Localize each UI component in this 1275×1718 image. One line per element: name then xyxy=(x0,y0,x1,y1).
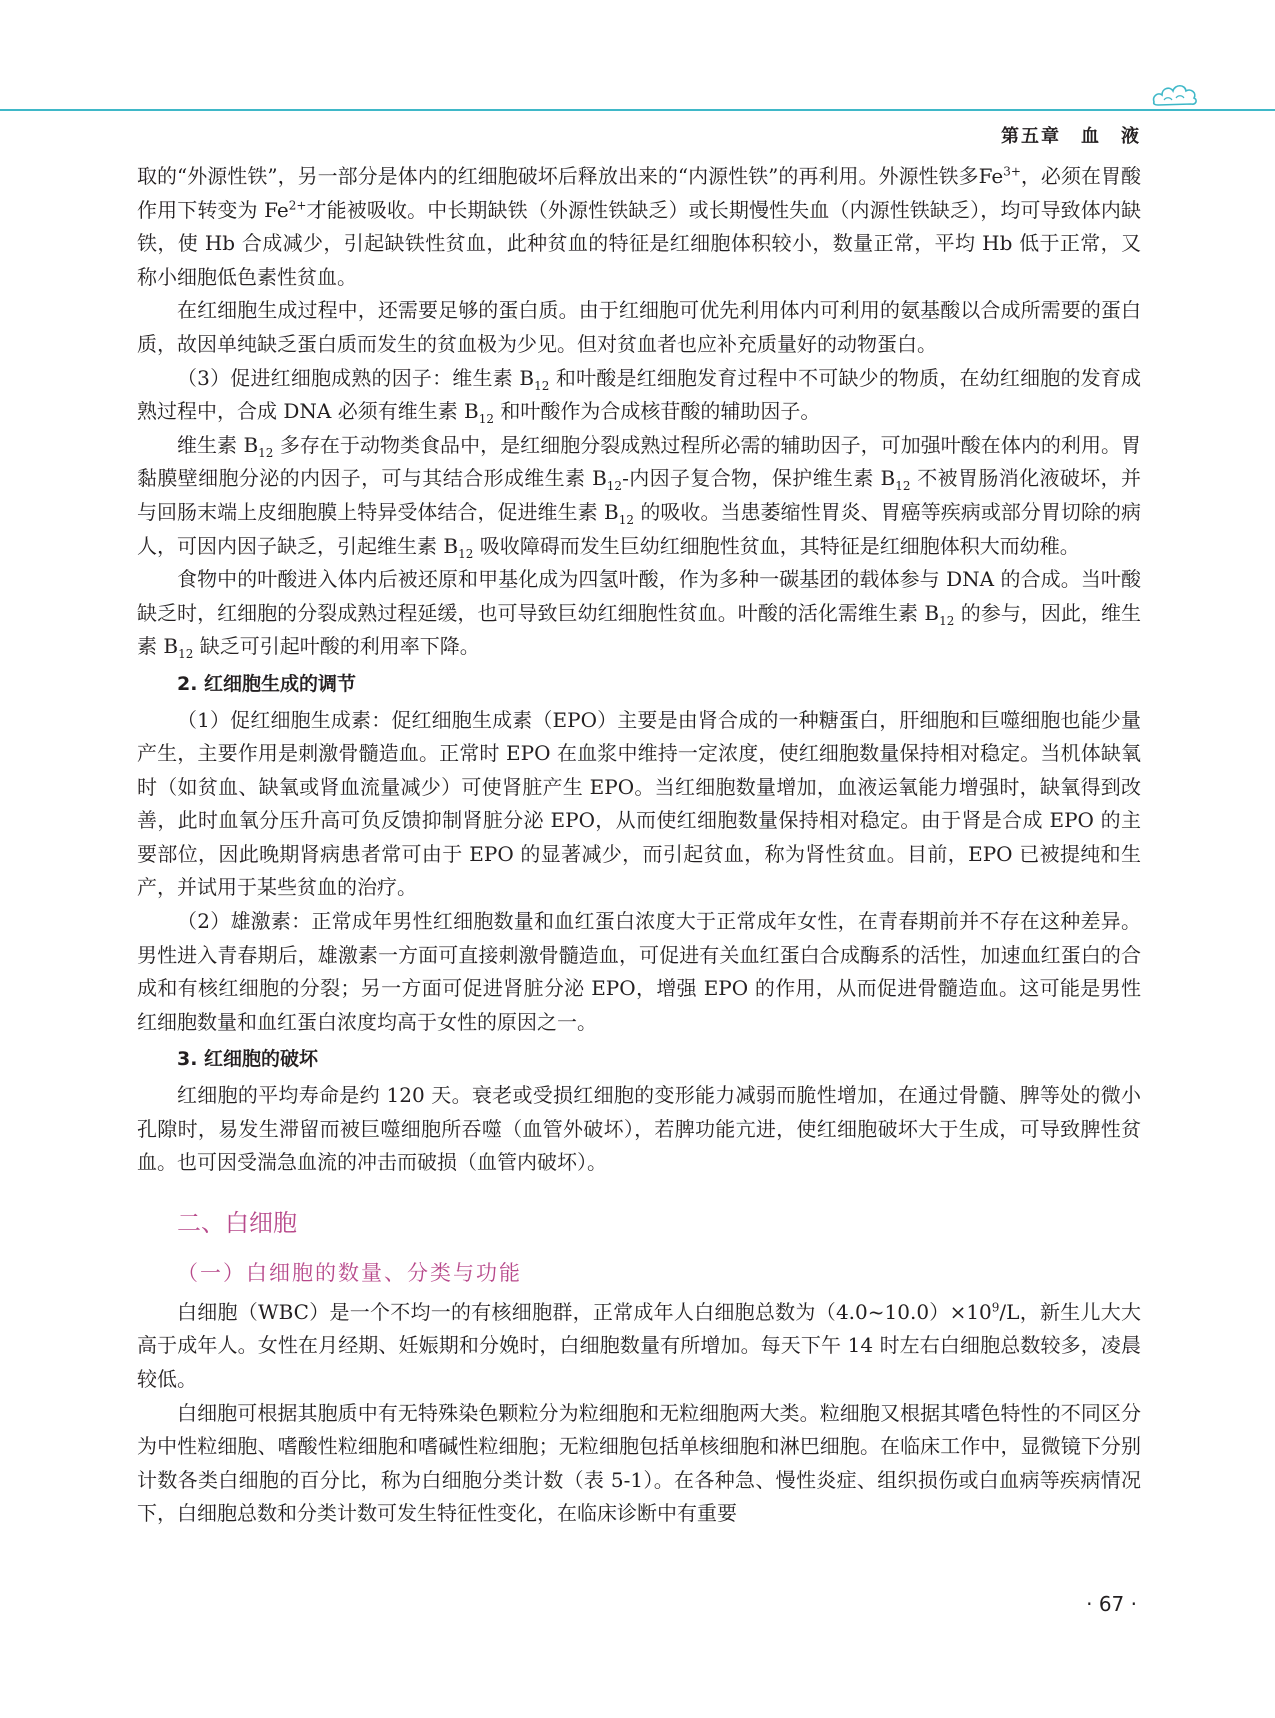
paragraph-wbc-count: 白细胞（WBC）是一个不均一的有核细胞群，正常成年人白细胞总数为$(4.0\sim 10.0)\times 10^9/L$，新生儿大大高于成年人。女性在月经期、妊娠期和分娩时，白细胞数量有所增加。每天下午 14 时左右白细胞总数较多，凌晨较低。 xyxy=(137,1299,1141,1391)
section-heading-regulation: 2. 红细胞生成的调节 xyxy=(177,672,357,695)
subsection-heading-wbc: （一）白细胞的数量、分类与功能 xyxy=(177,1260,522,1285)
paragraph-wbc-classification: 白细胞可根据其胞质中有无特殊染色颗粒分为粒细胞和无粒细胞两大类。粒细胞又根据其嗜色特性的不同区分为中性粒细胞、嗜酸性粒细胞和嗜碱性粒细胞；无粒细胞包括单核细胞和淋巴细胞。在临床工作中，显微镜下分别计数各类白细胞的百分比，称为白细胞分类计数（表 5-1）。在各种急、慢性炎症、组织损伤或白血病等疾病情况下，白细胞总数和分类计数可发生特征性变化，在临床诊断中有重要 xyxy=(137,1400,1141,1526)
paragraph-epo: （1）促红细胞生成素：促红细胞生成素（EPO）主要是由肾合成的一种糖蛋白，肝细胞和巨噬细胞也能少量产生，主要作用是刺激骨髓造血。正常时 EPO 在血浆中维持一定浓度，使红细胞数量保持相对稳定。当机体缺氧时（如贫血、缺氧或肾血流量减少）可使肾脏产生 EPO。当红细胞数量增加，血液运氧能力增强时，缺氧得到改善，此时血氧分压升高可负反馈抑制肾脏分泌 EPO，从而使红细胞数量保持相对稳定。由于肾是合成 EPO 的主要部位，因此晚期肾病患者常可由于 EPO 的显著减少，而引起贫血，称为肾性贫血。目前，EPO 已被提纯和生产，并试用于某些贫血的治疗。 xyxy=(137,707,1141,900)
page-number: · 67 · xyxy=(1086,1592,1137,1616)
chapter-section-heading-wbc: 二、白细胞 xyxy=(177,1208,297,1237)
paragraph-androgen: （2）雄激素：正常成年男性红细胞数量和血红蛋白浓度大于正常成年女性，在青春期前并不存在这种差异。男性进入青春期后，雄激素一方面可直接刺激骨髓造血，可促进有关血红蛋白合成酶系的活性，加速血红蛋白的合成和有核红细胞的分裂；另一方面可促进肾脏分泌 EPO，增强 EPO 的作用，从而促进骨髓造血。这可能是男性红细胞数量和血红蛋白浓度均高于女性的原因之一。 xyxy=(137,909,1141,1034)
paragraph-maturation-factors: （3）促进红细胞成熟的因子：维生素 $B_{12}$ 和叶酸是红细胞发育过程中不可缺少的物质，在幼红细胞的发育成熟过程中，合成 DNA 必须有维生素 $B_{12}$ 和叶酸作为合成核苷酸的辅助因子。 xyxy=(137,365,1142,427)
section-heading-destruction: 3. 红细胞的破坏 xyxy=(177,1048,319,1071)
paragraph-destruction: 红细胞的平均寿命是约 120 天。衰老或受损红细胞的变形能力减弱而脆性增加，在通过骨髓、脾等处的微小孔隙时，易发生滞留而被巨噬细胞所吞噬（血管外破坏），若脾功能亢进，使红细胞破坏大于生成，可导致脾性贫血。也可因受湍急血流的冲击而破损（血管内破坏）。 xyxy=(137,1083,1141,1175)
chapter-header: 第五章 血 液 xyxy=(1001,126,1141,147)
header-rule xyxy=(0,109,1275,111)
paragraph-protein: 在红细胞生成过程中，还需要足够的蛋白质。由于红细胞可优先利用体内可利用的氨基酸以合成所需要的蛋白质，故因单纯缺乏蛋白质而发生的贫血极为少见。但对贫血者也应补充质量好的动物蛋白。 xyxy=(137,298,1141,356)
paragraph-vitamin-b12: 维生素 $B_{12}$ 多存在于动物类食品中，是红细胞分裂成熟过程所必需的辅助因子，可加强叶酸在体内的利用。胃黏膜壁细胞分泌的内因子，可与其结合形成维生素 $B_{12}-$内因子复合物，保护维生素 $B_{12}$ 不被胃肠消化液破坏，并与回肠末端上皮细胞膜上特异受体结合，促进维生素 $B_{12}$ 的吸收。当患萎缩性胃炎、胃癌等疾病或部分胃切除的病人，可因内因子缺乏，引起维生素 $B_{12}$ 吸收障碍而发生巨幼红细胞性贫血，其特征是红细胞体积大而幼稚。 xyxy=(137,432,1142,561)
page-body xyxy=(137,160,1141,1531)
paragraph-folic-acid: 食物中的叶酸进入体内后被还原和甲基化成为四氢叶酸，作为多种一碳基团的载体参与 DNA 的合成。当叶酸缺乏时，红细胞的分裂成熟过程延缓，也可导致巨幼红细胞性贫血。叶酸的活化需维生素 $B_{12}$ 的参与，因此，维生素 $B_{12}$ 缺乏可引起叶酸的利用率下降。 xyxy=(137,567,1142,662)
paragraph-iron: 取的“外源性铁”，另一部分是体内的红细胞破坏后释放出来的“内源性铁”的再利用。外源性铁多$Fe^{3+}$，必须在胃酸作用下转变为 $Fe^{2+}$才能被吸收。中长期缺铁（外源性铁缺乏）或长期慢性失血（内源性铁缺乏），均可导致体内缺铁，使 Hb 合成减少，引起缺铁性贫血，此种贫血的特征是红细胞体积较小，数量正常，平均 Hb 低于正常，又称小细胞低色素性贫血。 xyxy=(137,164,1142,289)
cloud-ornament-icon xyxy=(1150,78,1200,108)
